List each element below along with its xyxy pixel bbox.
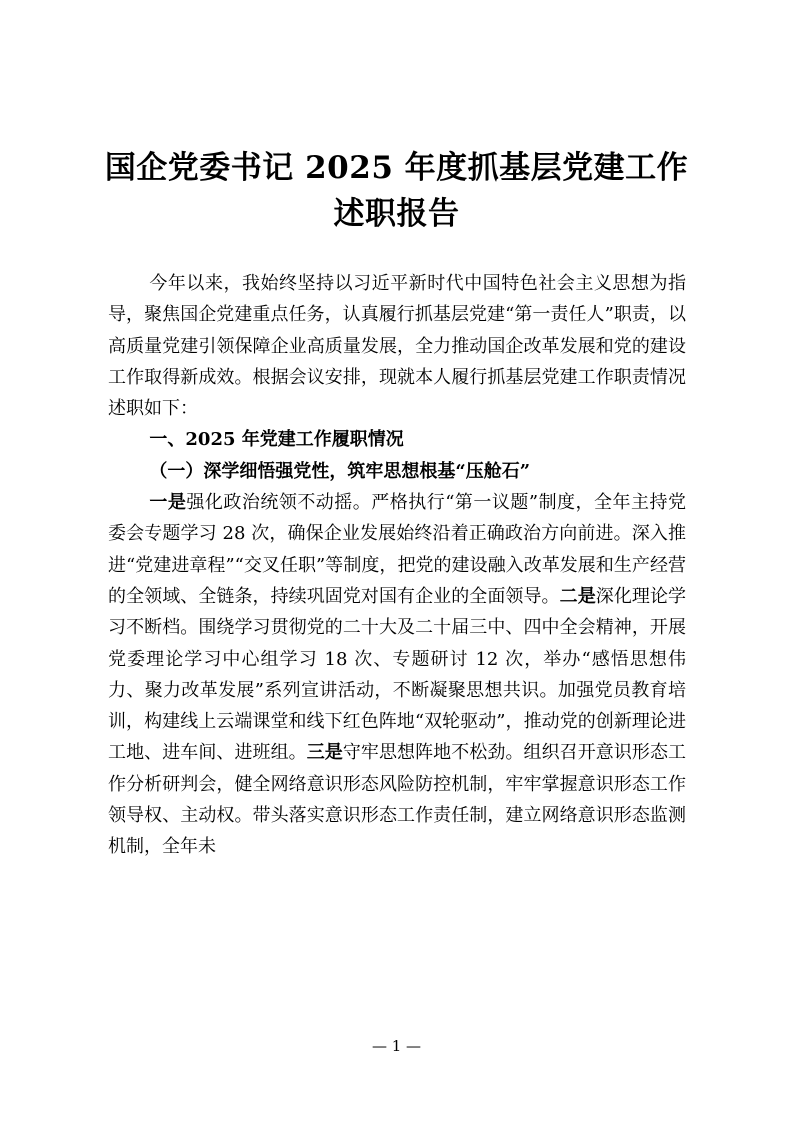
section-heading-1: 一、2025 年党建工作履职情况 — [149, 429, 404, 451]
intro-paragraph: 今年以来，我始终坚持以习近平新时代中国特色社会主义思想为指导，聚焦国企党建重点任务，认真履行抓基层党建“第一责任人”职责，以高质量党建引领保障企业高质量发展，全力推动国企改革发展和党的建设工作取得新成效。根据会议安排，现就本人履行抓基层党建工作职责情况述职如下： — [108, 273, 686, 420]
lead-marker-1: 一是 — [149, 492, 187, 514]
paragraph-text-3: 守牢思想阵地不松劲。组织召开意识形态工作分析研判会，健全网络意识形态风险防控机制，牢牢掌握意识形态工作领导权、主动权。带头落实意识形态工作责任制，建立网络意识形态监测机制，全年未 — [108, 742, 687, 858]
paragraph-text-2: 深化理论学习不断档。围绕学习贯彻党的二十大及二十届三中、四中全会精神，开展党委理论学习中心组学习 18 次、专题研讨 12 次，举办“感悟思想伟力、聚力改革发展”系列宣讲活动，不断凝聚思想共识。加强党员教育培训，构建线上云端课堂和线下红色阵地“双轮驱动”，推动党的创新理论进工地、进车间、进班组。 — [108, 585, 687, 764]
document-body — [108, 268, 686, 863]
subsection-heading-1: （一）深学细悟强党性，筑牢思想根基“压舱石” — [149, 460, 531, 482]
title-line-2: 述职报告 — [333, 196, 460, 232]
title-line-1: 国企党委书记 2025 年度抓基层党建工作 — [104, 150, 689, 186]
body-paragraph-1 — [108, 487, 686, 863]
lead-marker-2: 二是 — [559, 585, 596, 607]
lead-marker-3: 三是 — [306, 742, 343, 764]
paragraph-text-1: 强化政治统领不动摇。严格执行“第一议题”制度，全年主持党委会专题学习 28 次，确保企业发展始终沿着正确政治方向前进。深入推进“党建进章程”“交叉任职”等制度，把党的建设融入改革发展和生产经营的全领域、全链条，持续巩固党对国有企业的全面领导。 — [108, 492, 687, 607]
page-number: — 1 — — [371, 1037, 422, 1055]
document-title — [60, 145, 733, 237]
